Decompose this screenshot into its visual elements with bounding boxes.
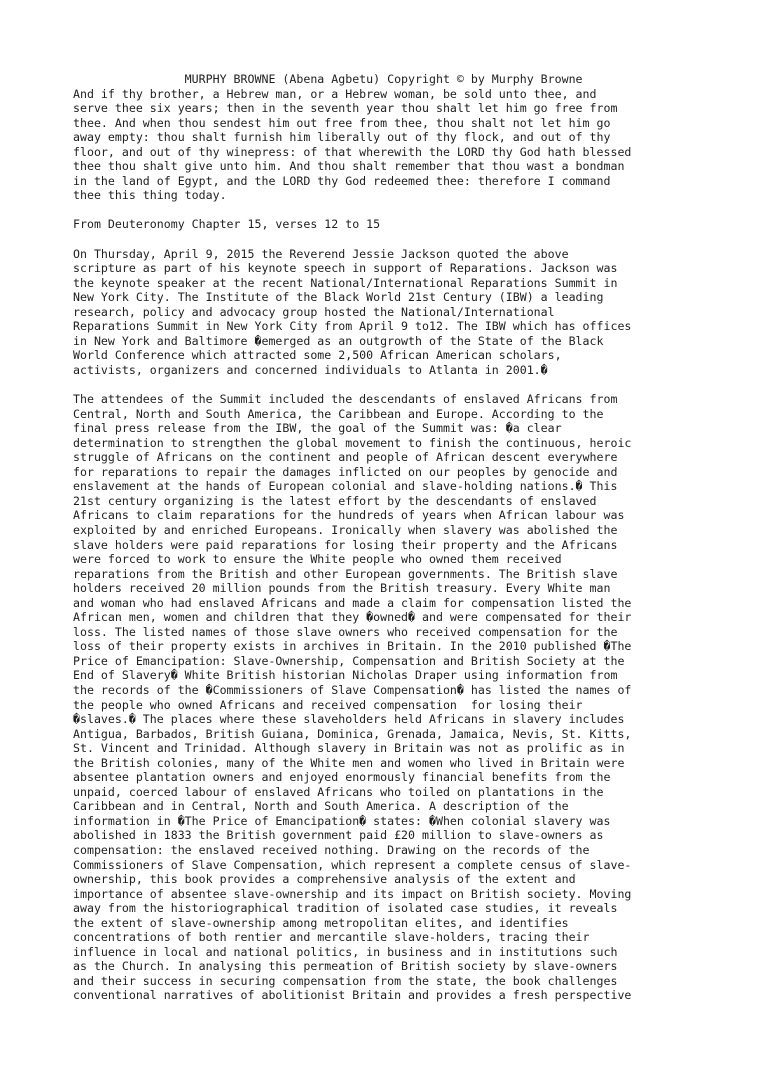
text-line: in the land of Egypt, and the LORD thy God redeemed thee: therefore I command <box>73 173 611 188</box>
text-line: the British colonies, many of the White men and women who lived in Britain were <box>73 755 625 770</box>
text-line: Africans to claim reparations for the hundreds of years when African labour was <box>73 508 625 523</box>
text-line: were forced to work to ensure the White people who owned them received <box>73 552 562 567</box>
text-line: conventional narratives of abolitionist Britain and provides a fresh perspective <box>73 988 632 1003</box>
text-line: St. Vincent and Trinidad. Although slavery in Britain was not as prolific as in <box>73 741 625 756</box>
text-line: struggle of Africans on the continent and people of African descent everywhere <box>73 450 618 465</box>
text-line: End of Slavery� White British historian Nicholas Draper using information from <box>73 668 618 683</box>
page-header: MURPHY BROWNE (Abena Agbetu) Copyright © by Murphy Browne <box>73 72 583 86</box>
text-line: floor, and out of thy winepress: of that wherewith the LORD thy God hath blessed <box>73 144 632 159</box>
text-line: information in �The Price of Emancipation� states: �When colonial slavery was <box>73 813 611 828</box>
text-line: loss. The listed names of those slave owners who received compensation for the <box>73 624 618 639</box>
text-line: activists, organizers and concerned individuals to Atlanta in 2001.� <box>73 362 548 377</box>
text-line: Reparations Summit in New York City from April 9 to12. The IBW which has offices <box>73 319 632 334</box>
text-line: thee this thing today. <box>73 188 227 203</box>
text-line: New York City. The Institute of the Black World 21st Century (IBW) a leading <box>73 290 604 305</box>
text-line: exploited by and enriched Europeans. Ironically when slavery was abolished the <box>73 522 618 537</box>
text-line: the keynote speaker at the recent National/International Reparations Summit in <box>73 275 618 290</box>
text-line: The attendees of the Summit included the descendants of enslaved Africans from <box>73 392 618 407</box>
text-line: enslavement at the hands of European colonial and slave-holding nations.� This <box>73 479 618 494</box>
text-line: holders received 20 million pounds from the British treasury. Every White man <box>73 581 611 596</box>
text-line: thee thou shalt give unto him. And thou shalt remember that thou wast a bondman <box>73 159 625 174</box>
text-line: serve thee six years; then in the seventh year thou shalt let him go free from <box>73 101 618 116</box>
text-line: From Deuteronomy Chapter 15, verses 12 to 15 <box>73 217 381 232</box>
text-line: concentrations of both rentier and mercantile slave-holders, tracing their <box>73 930 590 945</box>
text-line: African men, women and children that they �owned� and were compensated for their <box>73 610 632 625</box>
text-line: for reparations to repair the damages inflicted on our peoples by genocide and <box>73 464 618 479</box>
text-line: the records of the �Commissioners of Slave Compensation� has listed the names of <box>73 682 632 697</box>
summit-paragraph <box>73 392 728 1003</box>
text-line: compensation: the enslaved received nothing. Drawing on the records of the <box>73 842 590 857</box>
text-line: the extent of slave-ownership among metropolitan elites, and identifies <box>73 915 569 930</box>
text-line: slave holders were paid reparations for losing their property and the Africans <box>73 537 618 552</box>
text-line: World Conference which attracted some 2,500 African American scholars, <box>73 348 562 363</box>
text-line: loss of their property exists in archives in Britain. In the 2010 published �The <box>73 639 632 654</box>
text-line: thee. And when thou sendest him out free from thee, thou shalt not let him go <box>73 115 611 130</box>
text-line: and woman who had enslaved Africans and made a claim for compensation listed the <box>73 595 632 610</box>
text-line: final press release from the IBW, the goal of the Summit was: �a clear <box>73 421 562 436</box>
text-line: Antigua, Barbados, British Guiana, Dominica, Grenada, Jamaica, Nevis, St. Kitts, <box>73 726 632 741</box>
text-line: reparations from the British and other European governments. The British slave <box>73 566 618 581</box>
text-line: Caribbean and in Central, North and South America. A description of the <box>73 799 569 814</box>
paragraph-gap <box>73 377 728 392</box>
paragraph-gap <box>73 232 728 247</box>
text-line: And if thy brother, a Hebrew man, or a Hebrew woman, be sold unto thee, and <box>73 86 597 101</box>
text-line: ownership, this book provides a comprehensive analysis of the extent and <box>73 872 576 887</box>
scripture-quote <box>73 87 728 203</box>
text-line: Price of Emancipation: Slave-Ownership, Compensation and British Society at the <box>73 653 625 668</box>
text-line: as the Church. In analysing this permeation of British society by slave-owners <box>73 959 618 974</box>
text-line: Central, North and South America, the Caribbean and Europe. According to the <box>73 406 604 421</box>
text-line: abolished in 1833 the British government paid £20 million to slave-owners as <box>73 828 604 843</box>
jackson-paragraph <box>73 247 728 378</box>
text-line: importance of absentee slave-ownership and its impact on British society. Moving <box>73 886 632 901</box>
paragraph-gap <box>73 203 728 218</box>
text-line: unpaid, coerced labour of enslaved Africans who toiled on plantations in the <box>73 784 604 799</box>
text-line: Commissioners of Slave Compensation, which represent a complete census of slave- <box>73 857 632 872</box>
document-body <box>73 87 728 1003</box>
text-line: research, policy and advocacy group hosted the National/International <box>73 304 555 319</box>
text-line: �slaves.� The places where these slaveholders held Africans in slavery includes <box>73 712 625 727</box>
text-line: and their success in securing compensation from the state, the book challenges <box>73 973 618 988</box>
text-line: the people who owned Africans and received compensation for losing their <box>73 697 583 712</box>
text-line: scripture as part of his keynote speech in support of Reparations. Jackson was <box>73 261 618 276</box>
text-line: determination to strengthen the global movement to finish the continuous, heroic <box>73 435 632 450</box>
scripture-citation <box>73 217 728 232</box>
text-line: influence in local and national politics, in business and in institutions such <box>73 944 618 959</box>
text-line: in New York and Baltimore �emerged as an outgrowth of the State of the Black <box>73 333 604 348</box>
text-line: 21st century organizing is the latest effort by the descendants of enslaved <box>73 493 597 508</box>
text-line: absentee plantation owners and enjoyed enormously financial benefits from the <box>73 770 611 785</box>
text-line: away empty: thou shalt furnish him liberally out of thy flock, and out of thy <box>73 130 611 145</box>
text-line: away from the historiographical tradition of isolated case studies, it reveals <box>73 901 618 916</box>
text-line: On Thursday, April 9, 2015 the Reverend Jessie Jackson quoted the above <box>73 246 569 261</box>
